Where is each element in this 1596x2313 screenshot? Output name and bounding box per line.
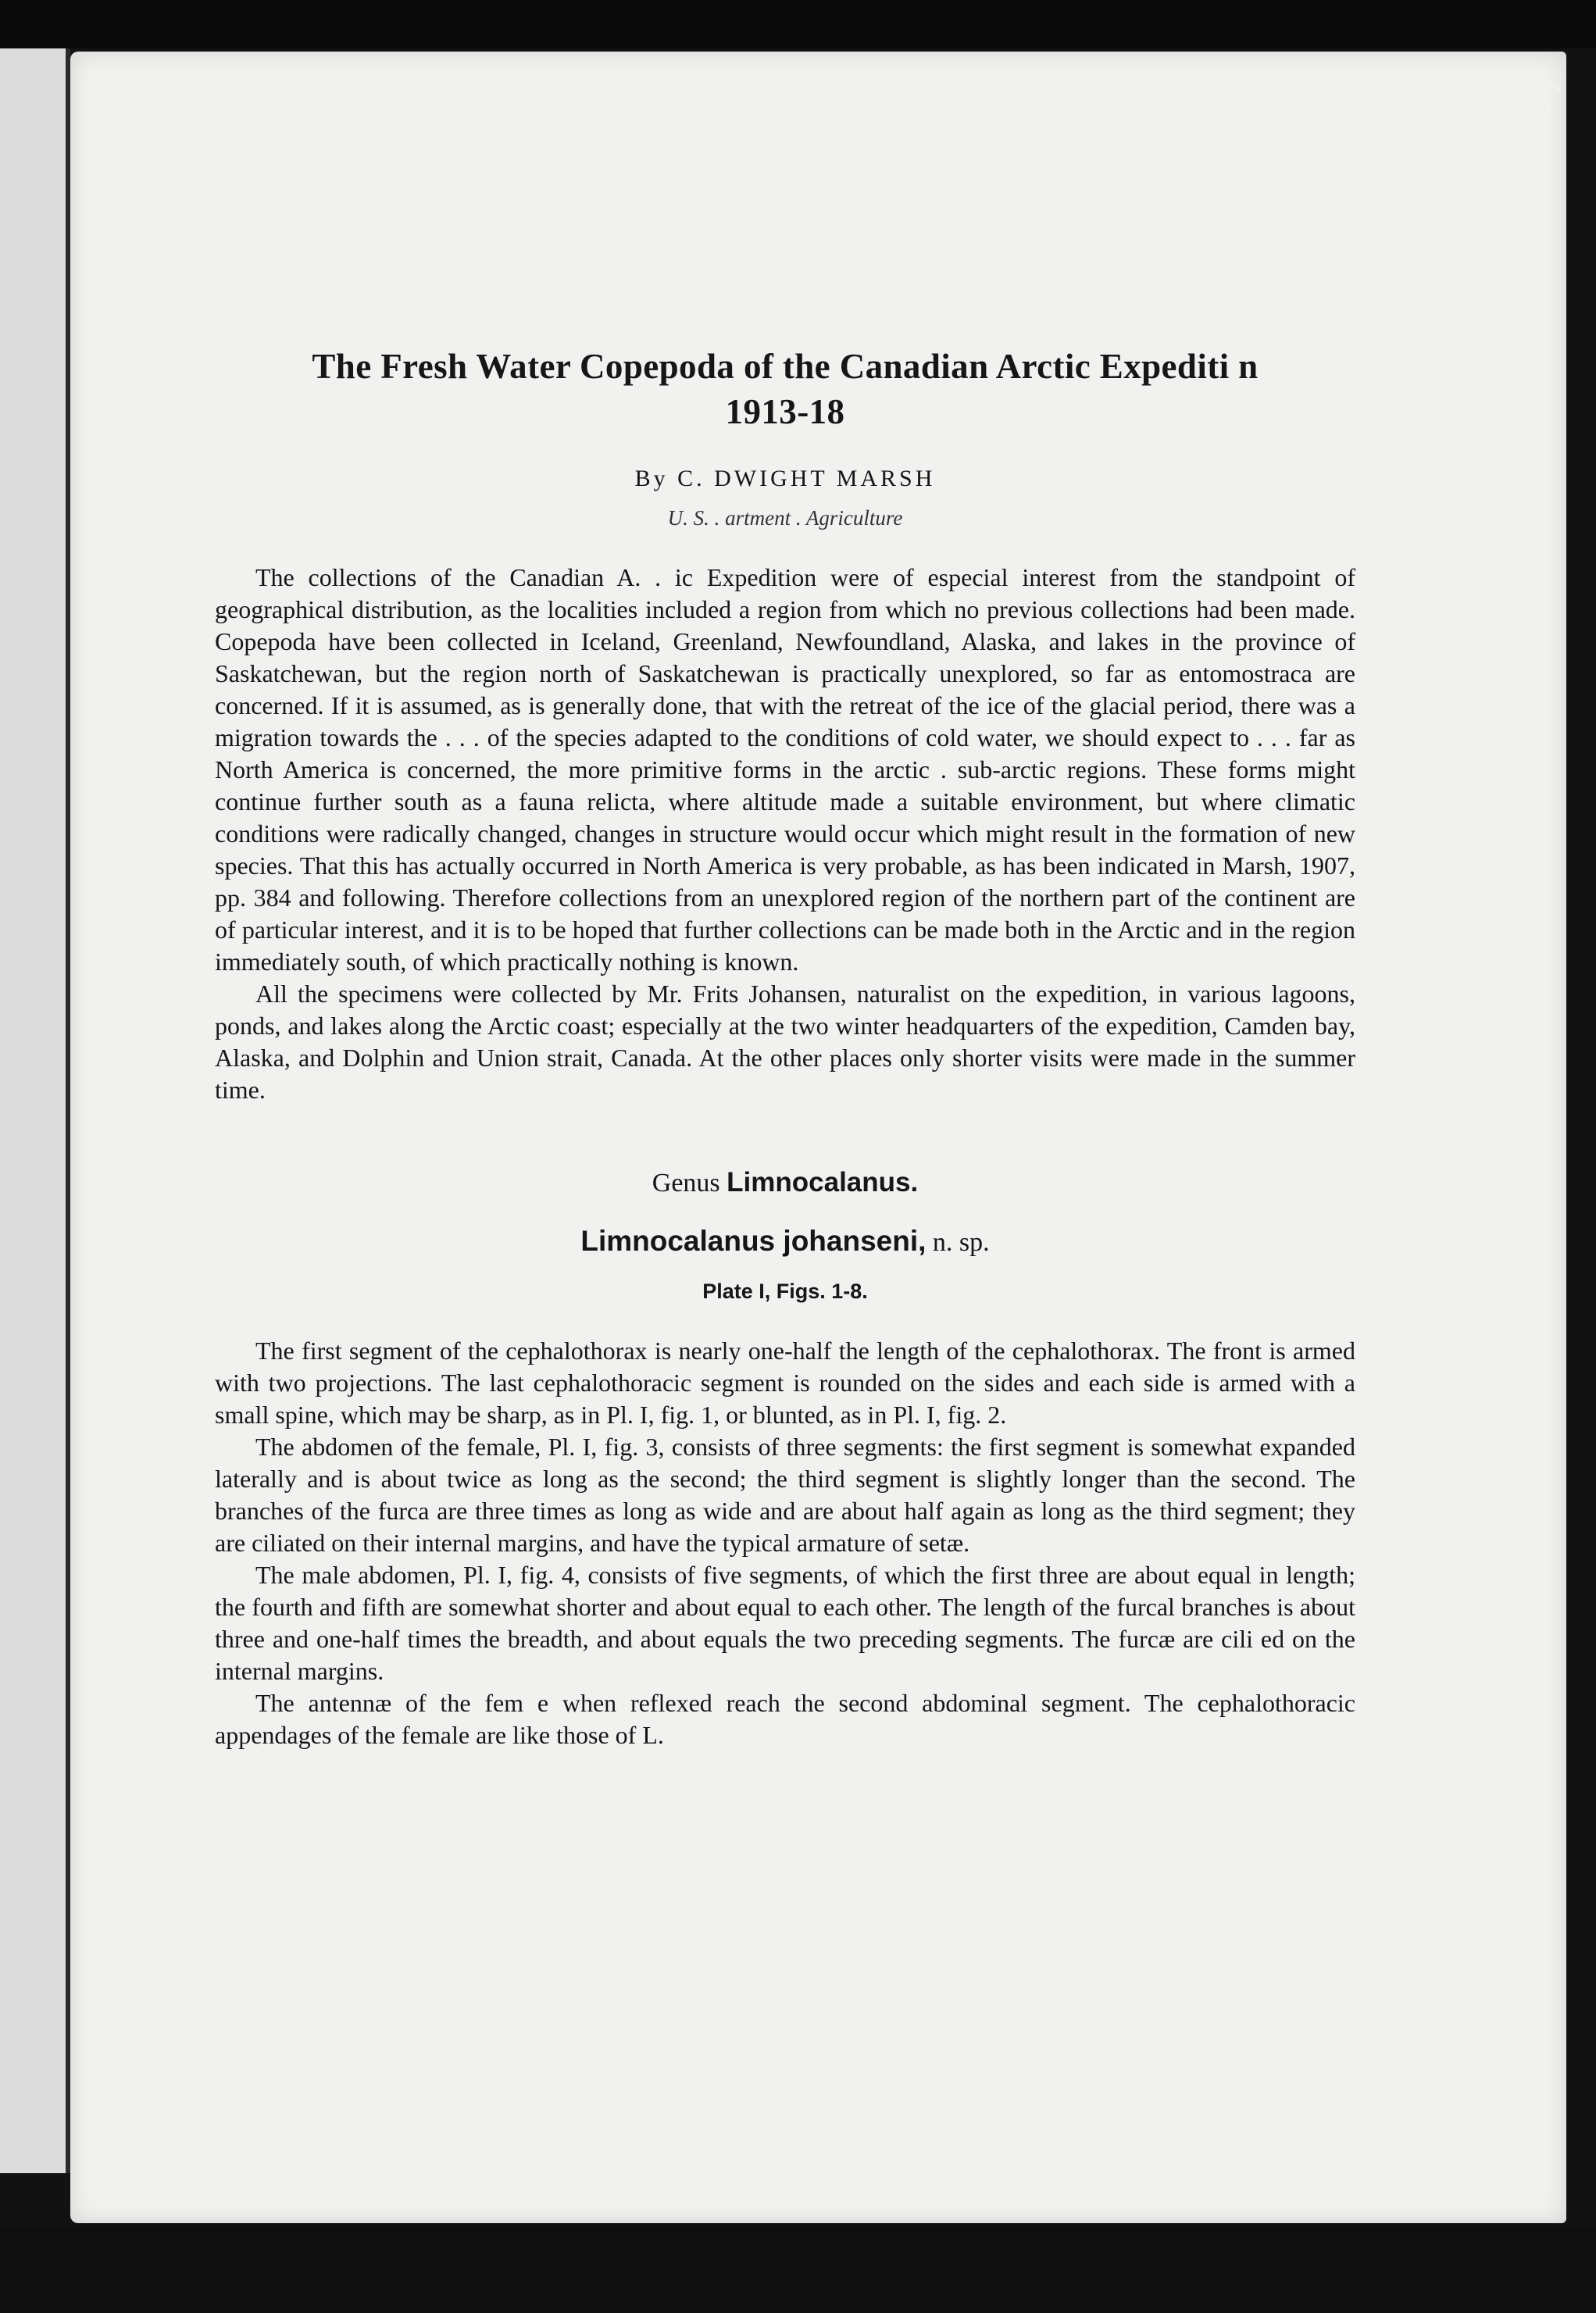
species-heading [215, 1225, 1355, 1258]
title-line-1: The Fresh Water Copepoda of the Canadian Arctic Expediti n [312, 347, 1259, 386]
genus-heading [215, 1167, 1355, 1198]
article-title [215, 344, 1355, 434]
collection-paragraph: All the specimens were collected by Mr. Frits Johansen, naturalist on the expedition, in various lagoons, ponds, and lakes along the Arctic coast; especially at the two winter headquarters of the expedition, Camden bay, Alaska, and Dolphin and Union strait, Canada. At the other places only shorter visits were made in the summer time. [215, 980, 1355, 1104]
previous-page-edge [0, 48, 70, 2173]
genus-prefix: Genus [652, 1169, 720, 1198]
antennae-paragraph: The antennæ of the fem e when reflexed reach the second abdominal segment. The cephalothoracic appendages of the female are like those of L. [215, 1689, 1355, 1749]
species-suffix: n. sp. [932, 1228, 990, 1257]
title-line-2: 1913-18 [725, 392, 845, 431]
margin-mark: ʕ [1530, 74, 1566, 134]
species-name: Limnocalanus johanseni, [580, 1225, 927, 1257]
article-body [215, 344, 1355, 1751]
author-byline: By C. DWIGHT MARSH [634, 466, 936, 491]
author-affiliation: U. S. . artment . Agriculture [667, 506, 903, 530]
male-abdomen-paragraph: The male abdomen, Pl. I, fig. 4, consists of five segments, of which the first three are about equal in length; the fourth and fifth are somewhat shorter and about equal to each other. The length of the furcal branches is about three and one-half times the breadth, and about equals the two preceding segments. The furcæ are cili ed on the internal margins. [215, 1561, 1355, 1685]
cephalothorax-paragraph: The first segment of the cephalothorax is nearly one-half the length of the cephalothorax. The front is armed with two projections. The last cephalothoracic segment is rounded on the sides and each side is armed with a small spine, which may be sharp, as in Pl. I, fig. 1, or blunted, as in Pl. I, fig. 2. [215, 1337, 1355, 1429]
scan-top-border [0, 0, 1596, 48]
female-abdomen-paragraph: The abdomen of the female, Pl. I, fig. 3, consists of three segments: the first segment is somewhat expanded laterally and is about twice as long as the second; the third segment is slightly longer than the second. The branches of the furca are three times as long as wide and are about half again as long as the third segment; they are ciliated on their internal margins, and have the typical armature of setæ. [215, 1433, 1355, 1557]
plate-reference [215, 1280, 1355, 1304]
genus-name: Limnocalanus. [727, 1167, 919, 1198]
scan-bottom-border [0, 2226, 1596, 2313]
intro-paragraph: The collections of the Canadian A. . ic Expedition were of especial interest from the standpoint of geographical distribution, as the localities included a region from which no previous collections had been made. Copepoda have been collected in Iceland, Greenland, Newfoundland, Alaska, and lakes in the province of Saskatchewan, but the region north of Saskatchewan is practically unexplored, so far as entomostraca are concerned. If it is assumed, as is generally done, that with the retreat of the ice of the glacial period, there was a migration towards the . . . of the species adapted to the conditions of cold water, we should expect to . . . far as North America is concerned, the more primitive forms in the arctic . sub-arctic regions. These forms might continue further south as a fauna relicta, where altitude made a suitable environment, but where climatic conditions were radically changed, changes in structure would occur which might result in the formation of new species. That this has actually occurred in North America is very probable, as has been indicated in Marsh, 1907, pp. 384 and following. Therefore collections from an unexplored region of the northern part of the continent are of particular interest, and it is to be hoped that further collections can be made both in the Arctic and in the region immediately south, of which practically nothing is known. [215, 563, 1355, 976]
plate-label: Plate I, Figs. 1-8. [702, 1280, 868, 1303]
